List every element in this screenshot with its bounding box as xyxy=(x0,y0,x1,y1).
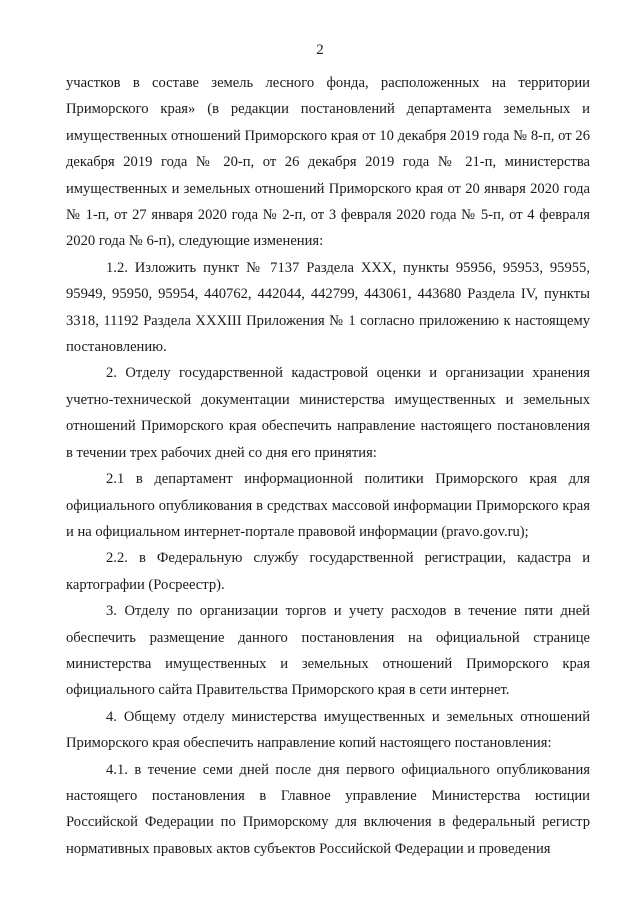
paragraph-continuation: участков в составе земель лесного фонда, расположенных на территории Приморского края» (в редакции постановлений департамента земельных и имущественных отношений Приморского края от 10 декабря 2019 года № 8-п, от 26 декабря 2019 года № 20-п, от 26 декабря 2019 года № 21-п, министерства имущественных и земельных отношений Приморского края от 20 января 2020 года № 1-п, от 27 января 2020 года № 2-п, от 3 февраля 2020 года № 5-п, от 4 февраля 2020 года № 6-п), следующие изменения: xyxy=(66,75,590,250)
paragraph-4: 4. Общему отделу министерства имущественных и земельных отношений Приморского края обеспечить направление копий настоящего постановления: xyxy=(66,708,590,752)
paragraph-2-1: 2.1 в департамент информационной политики Приморского края для официального опубликования в средствах массовой информации Приморского края и на официальном интернет-портале правовой информации (pravo.gov.ru); xyxy=(66,471,590,540)
paragraph-2-2: 2.2. в Федеральную службу государственной регистрации, кадастра и картографии (Росреестр). xyxy=(66,550,590,593)
paragraph-2: 2. Отделу государственной кадастровой оценки и организации хранения учетно-технической документации министерства имущественных и земельных отношений Приморского края обеспечить направление настоящего постановления в течении трех рабочих дней со дня его принятия: xyxy=(66,365,590,461)
paragraph-1-2: 1.2. Изложить пункт № 7137 Раздела XXX, пункты 95956, 95953, 95955, 95949, 95950, 95954, 440762, 442044, 442799, 443061, 443680 Раздела IV, пункты 3318, 11192 Раздела XXXIII Приложения № 1 согласно приложению к настоящему постановлению. xyxy=(66,259,590,356)
page-number: 2 xyxy=(316,42,324,58)
paragraph-3: 3. Отделу по организации торгов и учету расходов в течение пяти дней обеспечить размещение данного постановления на официальной странице министерства имущественных и земельных отношений Приморского края официального сайта Правительства Приморского края в сети интернет. xyxy=(66,603,590,699)
paragraph-4-1: 4.1. в течение семи дней после дня первого официального опубликования настоящего постановления в Главное управление Министерства юстиции Российской Федерации по Приморскому для включения в федеральный регистр нормативных правовых актов субъектов Российской Федерации и проведения xyxy=(66,761,590,857)
document-body xyxy=(66,70,590,862)
